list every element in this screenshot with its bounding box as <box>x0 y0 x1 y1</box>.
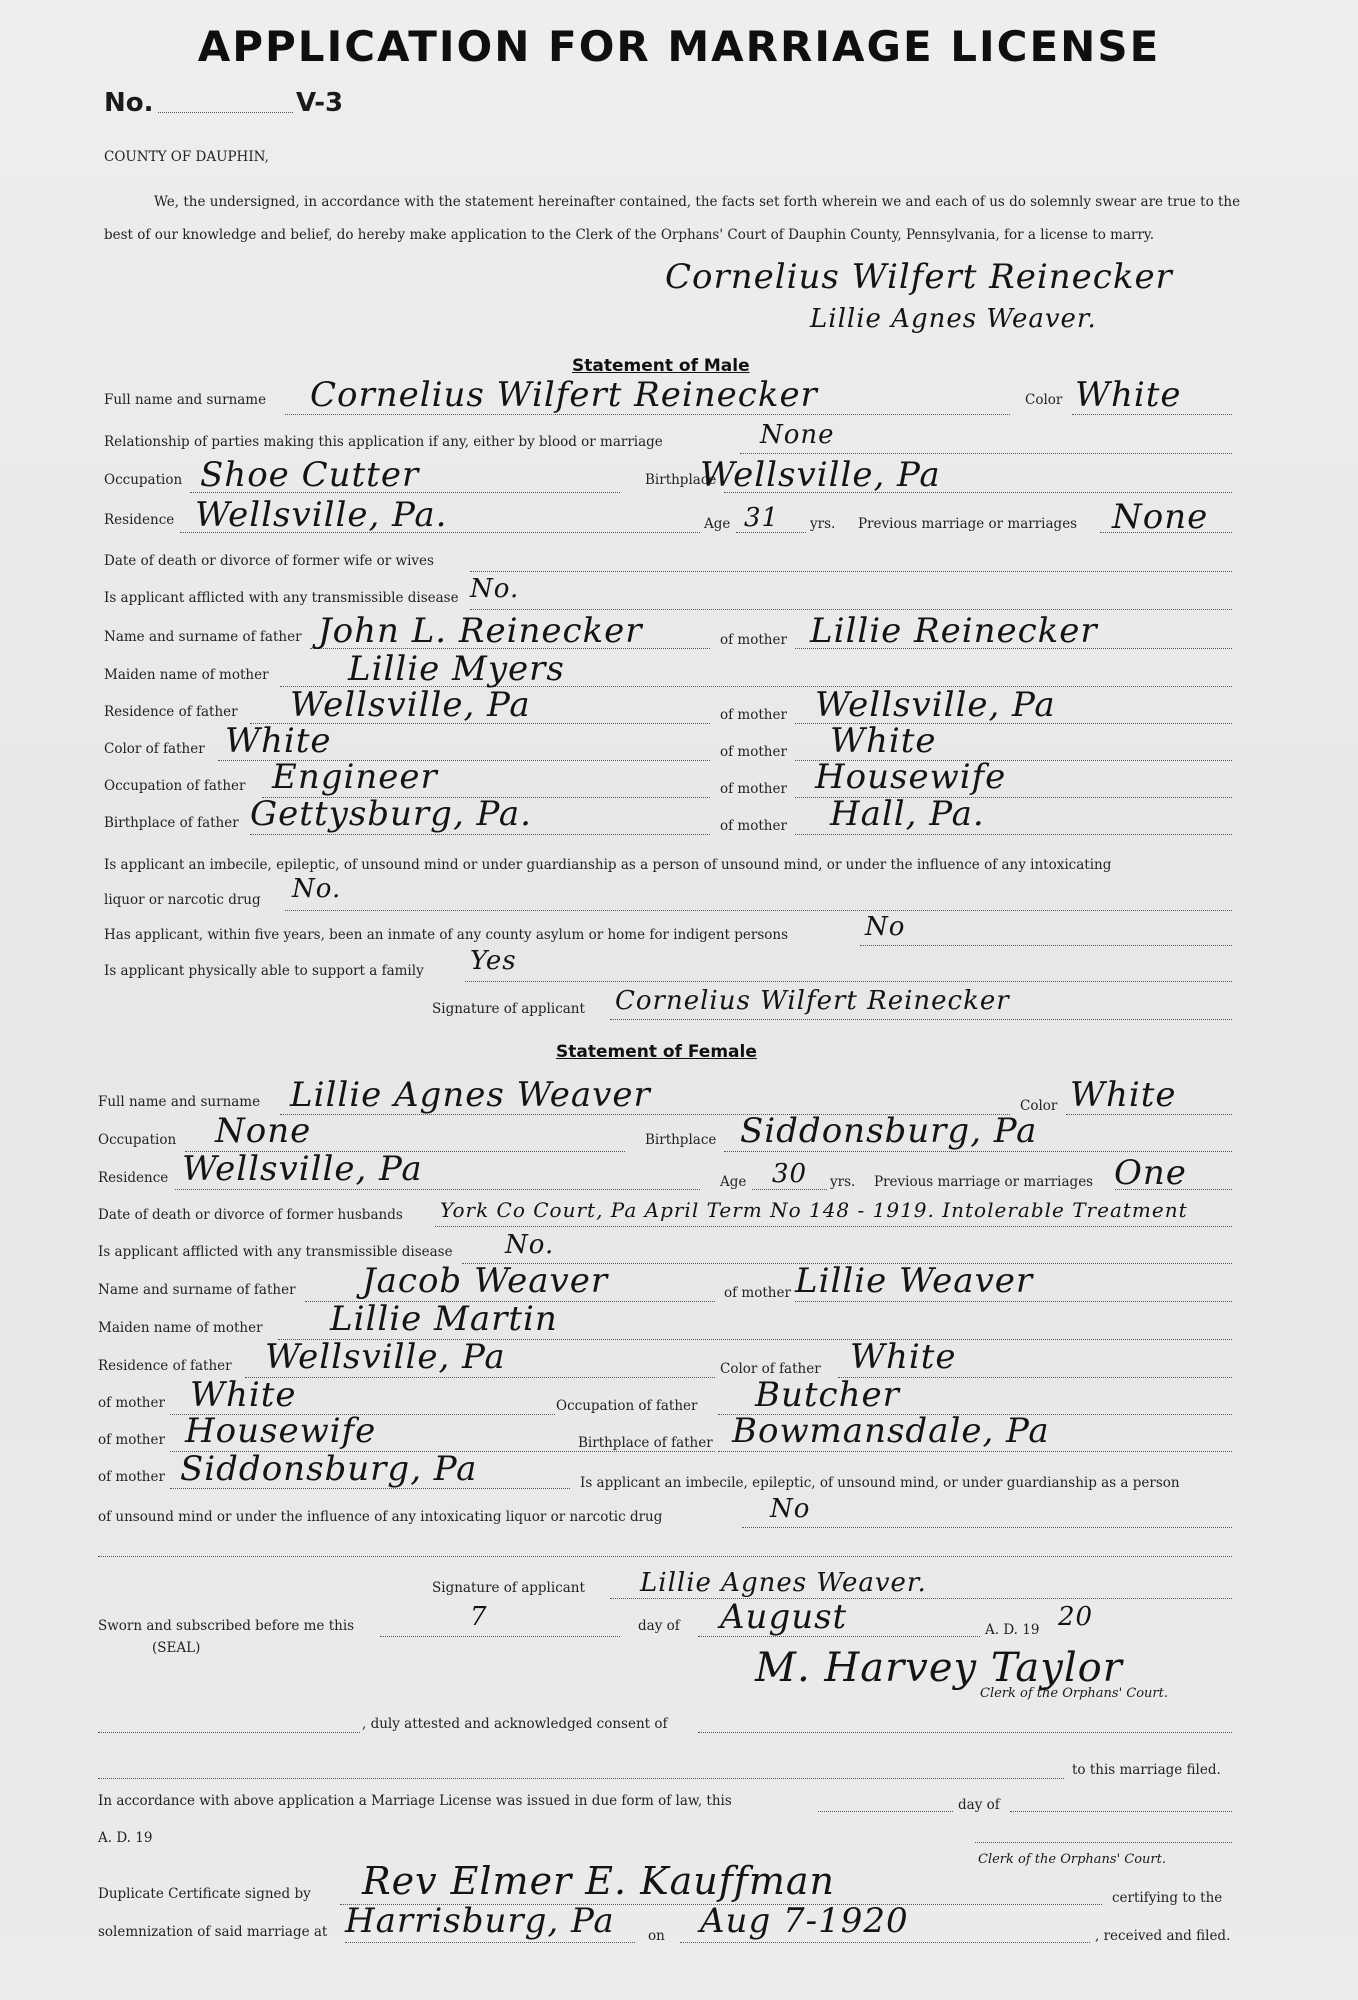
rule <box>718 1451 1232 1452</box>
female-age-label: Age <box>720 1174 747 1190</box>
male-occupation-label: Occupation <box>104 472 183 488</box>
duplicate-label: Duplicate Certificate signed by <box>98 1886 311 1902</box>
rule <box>245 1377 715 1378</box>
male-mother-res-label: of mother <box>720 707 787 723</box>
female-birthplace: Siddonsburg, Pa <box>740 1111 1038 1151</box>
male-father-name-label: Name and surname of father <box>104 629 302 645</box>
rule <box>610 1598 1232 1599</box>
male-occupation: Shoe Cutter <box>200 455 420 495</box>
rule <box>680 1942 1090 1943</box>
male-color: White <box>1075 375 1182 415</box>
rule <box>345 1942 635 1943</box>
female-father-name: Jacob Weaver <box>362 1261 609 1301</box>
rule <box>742 1527 1232 1528</box>
female-mother-color-label: of mother <box>98 1395 165 1411</box>
male-maiden-label: Maiden name of mother <box>104 667 269 683</box>
rule <box>470 571 1232 572</box>
female-father-color-label: Color of father <box>720 1361 821 1377</box>
female-prev-marriage: One <box>1114 1153 1187 1193</box>
female-signature: Lillie Agnes Weaver. <box>640 1568 927 1598</box>
female-section-heading: Statement of Female <box>556 1042 757 1062</box>
male-mother-color-label: of mother <box>720 744 787 760</box>
female-birthplace-label: Birthplace <box>645 1132 717 1148</box>
sworn-year: 20 <box>1058 1602 1094 1632</box>
male-signature: Cornelius Wilfert Reinecker <box>615 986 1010 1016</box>
male-death-divorce-label: Date of death or divorce of former wife or wives <box>104 553 434 569</box>
male-residence: Wellsville, Pa. <box>195 495 448 535</box>
female-death-divorce-label: Date of death or divorce of former husbands <box>98 1207 403 1223</box>
clerk-signature: M. Harvey Taylor <box>755 1645 1123 1691</box>
female-imbecile-label-2: of unsound mind or under the influence of any intoxicating liquor or narcotic drug <box>98 1509 663 1525</box>
male-father-occ: Engineer <box>272 757 438 797</box>
male-residence-label: Residence <box>104 512 175 528</box>
female-mother-birth: Siddonsburg, Pa <box>180 1449 478 1489</box>
female-father-res: Wellsville, Pa <box>265 1337 506 1377</box>
male-mother-name: Lillie Reinecker <box>810 611 1098 651</box>
male-mother-name-label: of mother <box>720 632 787 648</box>
male-father-color: White <box>225 721 332 761</box>
rule <box>435 1226 1232 1227</box>
rule <box>724 1151 1232 1152</box>
sworn-day-of-label: day of <box>638 1618 680 1634</box>
male-support: Yes <box>470 946 517 976</box>
rule <box>795 834 1232 835</box>
rule <box>175 1189 700 1190</box>
female-mother-occ: Housewife <box>185 1411 377 1451</box>
male-mother-color: White <box>830 721 937 761</box>
consent-label: , duly attested and acknowledged consent of <box>362 1716 668 1732</box>
male-father-birth-label: Birthplace of father <box>104 815 239 831</box>
female-age: 30 <box>772 1159 808 1189</box>
male-section-heading: Statement of Male <box>572 356 750 376</box>
female-header-signature: Lillie Agnes Weaver. <box>810 304 1097 334</box>
female-father-color: White <box>850 1337 957 1377</box>
rule <box>740 453 1232 454</box>
female-father-occ-label: Occupation of father <box>556 1398 698 1414</box>
sworn-label: Sworn and subscribed before me this <box>98 1618 355 1634</box>
male-imbecile-label: Is applicant an imbecile, epileptic, of unsound mind or under guardianship as a person of unsound mind, or under the influence of any intoxicating <box>104 857 1112 873</box>
male-mother-occ: Housewife <box>815 757 1007 797</box>
female-mother-occ-label: of mother <box>98 1432 165 1448</box>
rule <box>698 1732 1232 1733</box>
male-imbecile: No. <box>292 874 342 904</box>
intro-paragraph: We, the undersigned, in accordance with the statement hereinafter contained, the facts set forth wherein we and each of us do solemnly swear are true to the best of our knowledge and belief, do hereby make application to the Clerk of the Orphans' Court of Dauphin County, Pennsylvania, for a license to marry. <box>104 194 1241 243</box>
rule <box>470 609 1232 610</box>
license-no-label: No. <box>104 88 154 118</box>
male-father-name: John L. Reinecker <box>318 611 643 651</box>
female-color: White <box>1070 1075 1177 1115</box>
male-relationship: None <box>760 420 835 450</box>
female-full-name: Lillie Agnes Weaver <box>290 1075 651 1115</box>
male-father-res-label: Residence of father <box>104 704 238 720</box>
male-color-label: Color <box>1025 392 1063 408</box>
county-label: COUNTY OF DAUPHIN, <box>104 149 269 165</box>
duplicate-certifying: certifying to the <box>1112 1890 1223 1906</box>
female-father-res-label: Residence of father <box>98 1358 232 1374</box>
rule <box>98 1732 360 1733</box>
duplicate-signed-by: Rev Elmer E. Kauffman <box>362 1859 836 1903</box>
solemnization-on-label: on <box>648 1928 665 1944</box>
female-disease: No. <box>505 1230 555 1260</box>
clerk-title: Clerk of the Orphans' Court. <box>980 1686 1168 1701</box>
male-full-name: Cornelius Wilfert Reinecker <box>310 375 818 415</box>
female-color-label: Color <box>1020 1098 1058 1114</box>
solemnization-place: Harrisburg, Pa <box>345 1901 615 1941</box>
rule <box>975 1842 1232 1843</box>
issued-day-of: day of <box>958 1797 1000 1813</box>
female-residence: Wellsville, Pa <box>182 1149 423 1189</box>
rule <box>98 1556 1232 1557</box>
male-mother-birth: Hall, Pa. <box>830 794 985 834</box>
male-prev-marriage: None <box>1112 497 1209 537</box>
rule <box>98 1778 1064 1779</box>
male-disease-label: Is applicant afflicted with any transmissible disease <box>104 590 459 606</box>
female-mother-name: Lillie Weaver <box>795 1261 1034 1301</box>
female-imbecile: No <box>770 1494 811 1524</box>
male-header-signature: Cornelius Wilfert Reinecker <box>665 257 1173 297</box>
issued-clerk-title: Clerk of the Orphans' Court. <box>978 1852 1166 1867</box>
male-prev-marriage-label: Previous marriage or marriages <box>858 516 1078 532</box>
female-maiden: Lillie Martin <box>330 1299 558 1339</box>
female-occupation: None <box>215 1111 312 1151</box>
male-maiden: Lillie Myers <box>348 649 565 689</box>
female-residence-label: Residence <box>98 1170 169 1186</box>
rule <box>285 910 1232 911</box>
male-support-label: Is applicant physically able to support a family <box>104 963 424 979</box>
rule <box>158 112 293 113</box>
male-mother-birth-label: of mother <box>720 818 787 834</box>
female-father-birth: Bowmansdale, Pa <box>732 1411 1050 1451</box>
female-father-birth-label: Birthplace of father <box>578 1435 713 1451</box>
female-mother-name-label: of mother <box>724 1285 791 1301</box>
male-father-color-label: Color of father <box>104 741 205 757</box>
issued-ad: A. D. 19 <box>98 1830 153 1846</box>
male-age: 31 <box>744 503 780 533</box>
seal-label: (SEAL) <box>152 1640 201 1656</box>
rule <box>1010 1811 1232 1812</box>
male-mother-res: Wellsville, Pa <box>815 685 1056 725</box>
consent-filed: to this marriage filed. <box>1072 1762 1221 1778</box>
rule <box>380 1636 620 1637</box>
male-imbecile-label-2: liquor or narcotic drug <box>104 892 261 908</box>
license-no-value: V-3 <box>296 88 344 118</box>
male-asylum-label: Has applicant, within five years, been an inmate of any county asylum or home for indigent persons <box>104 927 788 943</box>
sworn-ad-label: A. D. 19 <box>985 1622 1040 1638</box>
female-death-divorce: York Co Court, Pa April Term No 148 - 1919. Intolerable Treatment <box>440 1198 1188 1222</box>
female-occupation-label: Occupation <box>98 1132 177 1148</box>
male-full-name-label: Full name and surname <box>104 392 267 408</box>
rule <box>818 1811 953 1812</box>
male-asylum: No <box>865 912 906 942</box>
rule <box>465 981 1232 982</box>
male-yrs-label: yrs. <box>810 516 836 532</box>
rule <box>752 1189 827 1190</box>
female-father-name-label: Name and surname of father <box>98 1282 296 1298</box>
female-mother-color: White <box>190 1375 297 1415</box>
rule <box>795 1301 1232 1302</box>
rule <box>250 834 710 835</box>
document-title: APPLICATION FOR MARRIAGE LICENSE <box>197 22 1161 71</box>
female-maiden-label: Maiden name of mother <box>98 1320 263 1336</box>
female-mother-birth-label: of mother <box>98 1469 165 1485</box>
female-prev-marriage-label: Previous marriage or marriages <box>874 1174 1094 1190</box>
sworn-day: 7 <box>470 1602 488 1632</box>
male-disease: No. <box>470 574 520 604</box>
solemnization-date: Aug 7-1920 <box>700 1901 909 1941</box>
male-mother-occ-label: of mother <box>720 781 787 797</box>
female-disease-label: Is applicant afflicted with any transmissible disease <box>98 1244 453 1260</box>
male-signature-label: Signature of applicant <box>432 1001 585 1017</box>
female-yrs-label: yrs. <box>830 1174 856 1190</box>
female-imbecile-label: Is applicant an imbecile, epileptic, of unsound mind, or under guardianship as a person <box>580 1475 1180 1491</box>
rule <box>860 945 1232 946</box>
received-filed: , received and filed. <box>1095 1928 1231 1944</box>
male-father-birth: Gettysburg, Pa. <box>250 794 532 834</box>
male-birthplace-label: Birthplace <box>645 472 717 488</box>
female-signature-label: Signature of applicant <box>432 1580 585 1596</box>
male-father-res: Wellsville, Pa <box>290 685 531 725</box>
female-full-name-label: Full name and surname <box>98 1094 261 1110</box>
male-father-occ-label: Occupation of father <box>104 778 246 794</box>
male-birthplace: Wellsville, Pa <box>700 455 941 495</box>
male-relationship-label: Relationship of parties making this application if any, either by blood or marriage <box>104 434 663 450</box>
sworn-month: August <box>720 1597 848 1637</box>
rule <box>610 1019 1232 1020</box>
male-age-label: Age <box>704 516 731 532</box>
female-father-occ: Butcher <box>755 1375 900 1415</box>
solemnization-label: solemnization of said marriage at <box>98 1924 328 1940</box>
issued-label: In accordance with above application a Marriage License was issued in due form of law, this <box>98 1793 732 1809</box>
